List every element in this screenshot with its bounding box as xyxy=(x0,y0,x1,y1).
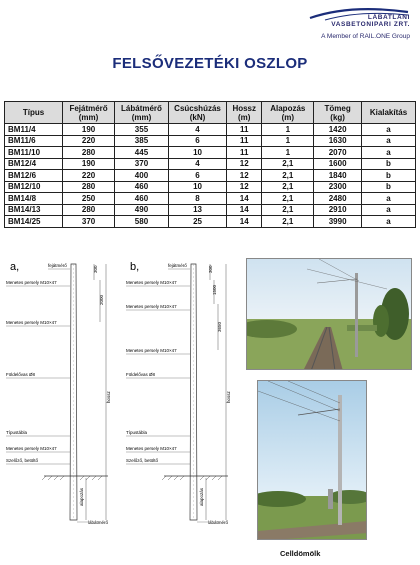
header-head-diameter: Fejátmérő (mm) xyxy=(63,102,115,124)
table-cell: 25 xyxy=(168,216,226,228)
table-row xyxy=(5,135,416,147)
table-cell: 14 xyxy=(227,193,262,205)
table-cell: a xyxy=(361,147,415,159)
table-cell: 280 xyxy=(63,204,115,216)
drawing-a-length: hossz xyxy=(106,391,111,403)
table-cell: a xyxy=(361,204,415,216)
table-cell: 2,1 xyxy=(262,181,314,193)
drawing-b-sleeve2: Menetes persely M10×47 xyxy=(126,304,177,309)
drawing-a-concreted: Szelőző, betöltő xyxy=(6,458,39,463)
table-cell: 1600 xyxy=(314,158,362,170)
pole-drawing-a xyxy=(4,258,128,538)
drawing-b-sleeve-mid: Menetes persely M10×47 xyxy=(126,348,177,353)
table-cell: 280 xyxy=(63,147,115,159)
table-header-row xyxy=(5,102,416,124)
table-cell: 220 xyxy=(63,170,115,182)
table-cell: 13 xyxy=(168,204,226,216)
table-cell: 10 xyxy=(168,147,226,159)
drawing-a-letter: a, xyxy=(10,261,20,273)
drawing-b-plate: Típustábla xyxy=(126,430,148,435)
logo-line2: VASBETONIPARI ZRT. xyxy=(331,21,410,28)
drawing-b-sleeve1: Menetes persely M10×47 xyxy=(126,280,177,285)
drawing-a-ground: Földelővas Ø8 xyxy=(6,372,36,377)
pole-drawing-b xyxy=(124,258,248,538)
table-cell: 2300 xyxy=(314,181,362,193)
table-cell: 385 xyxy=(115,135,169,147)
drawing-a-base-label: lábátmérő xyxy=(88,520,109,525)
header-weight: Tömeg (kg) xyxy=(314,102,362,124)
table-row xyxy=(5,147,416,159)
table-cell: a xyxy=(361,124,415,136)
table-cell: b xyxy=(361,170,415,182)
member-text: A Member of RAIL.ONE Group xyxy=(321,33,410,40)
table-cell: 460 xyxy=(115,181,169,193)
table-cell: 4 xyxy=(168,158,226,170)
table-cell: BM14/25 xyxy=(5,216,63,228)
table-cell: 355 xyxy=(115,124,169,136)
table-cell: 2,1 xyxy=(262,204,314,216)
photo-caption: Celldömölk xyxy=(280,549,321,558)
table-cell: BM11/10 xyxy=(5,147,63,159)
table-cell: a xyxy=(361,216,415,228)
drawing-b-sleeve3: Menetes persely M10×47 xyxy=(126,446,177,451)
photo-celldomolk-pole xyxy=(257,380,367,540)
table-cell: b xyxy=(361,158,415,170)
table-cell: 400 xyxy=(115,170,169,182)
table-cell: 12 xyxy=(227,181,262,193)
company-logo xyxy=(290,6,410,28)
table-cell: BM14/13 xyxy=(5,204,63,216)
table-cell: 2,1 xyxy=(262,158,314,170)
drawing-b-concreted: Szelőző, betöltő xyxy=(126,458,159,463)
logo-line1: LÁBATLANI xyxy=(367,14,410,21)
table-cell: 11 xyxy=(227,135,262,147)
table-cell: 370 xyxy=(115,158,169,170)
photo-railway-line-svg xyxy=(247,259,412,370)
table-cell: 190 xyxy=(63,158,115,170)
table-cell: 3990 xyxy=(314,216,362,228)
table-cell: a xyxy=(361,193,415,205)
page-title: FELSŐVEZETÉKI OSZLOP xyxy=(112,55,308,72)
table-cell: 490 xyxy=(115,204,169,216)
drawing-b-length: hossz xyxy=(226,391,231,403)
photo-railway-line xyxy=(246,258,412,370)
header-top-load: Csúcshúzás (kN) xyxy=(168,102,226,124)
table-cell: b xyxy=(361,181,415,193)
table-cell: 445 xyxy=(115,147,169,159)
drawing-b-head-label: fejátmérő xyxy=(168,263,187,268)
drawing-a-sleeve1: Menetes persely M10×47 xyxy=(6,280,57,285)
table-cell: 2910 xyxy=(314,204,362,216)
header-foundation: Alapozás (m) xyxy=(262,102,314,124)
drawing-b-dim-second: 1500 xyxy=(212,284,217,295)
drawing-a-sleeve3: Menetes persely M10×47 xyxy=(6,446,57,451)
table-cell: 14 xyxy=(227,204,262,216)
table-cell: BM11/4 xyxy=(5,124,63,136)
table-cell: 2480 xyxy=(314,193,362,205)
table-cell: 280 xyxy=(63,181,115,193)
table-cell: BM11/6 xyxy=(5,135,63,147)
table-cell: 1630 xyxy=(314,135,362,147)
header-design: Kialakítás xyxy=(361,102,415,124)
table-cell: 12 xyxy=(227,170,262,182)
table-cell: 11 xyxy=(227,124,262,136)
photo-celldomolk-pole-svg xyxy=(258,381,367,540)
table-row xyxy=(5,158,416,170)
table-cell: 220 xyxy=(63,135,115,147)
drawing-a-plate: Típustábla xyxy=(6,430,28,435)
table-cell: BM12/4 xyxy=(5,158,63,170)
table-row xyxy=(5,216,416,228)
table-cell: 12 xyxy=(227,158,262,170)
drawing-b-letter: b, xyxy=(130,261,140,273)
table-cell: 4 xyxy=(168,124,226,136)
table-row xyxy=(5,124,416,136)
table-cell: 2,1 xyxy=(262,170,314,182)
table-cell: 190 xyxy=(63,124,115,136)
table-cell: 6 xyxy=(168,135,226,147)
drawing-b-dim-top: 300 xyxy=(208,265,213,273)
table-cell: 14 xyxy=(227,216,262,228)
table-cell: 1 xyxy=(262,147,314,159)
header-type: Típus xyxy=(5,102,63,124)
header-base-diameter: Lábátmérő (mm) xyxy=(115,102,169,124)
drawing-a-foundation: alapozás xyxy=(79,487,84,506)
table-cell: 1420 xyxy=(314,124,362,136)
drawing-b-foundation: alapozás xyxy=(199,487,204,506)
table-cell: 6 xyxy=(168,170,226,182)
table-row xyxy=(5,204,416,216)
drawing-b-base-label: lábátmérő xyxy=(208,520,229,525)
table-cell: 2,1 xyxy=(262,216,314,228)
table-cell: 250 xyxy=(63,193,115,205)
table-cell: BM12/6 xyxy=(5,170,63,182)
pole-drawing-a-svg xyxy=(4,258,128,538)
table-cell: 1 xyxy=(262,124,314,136)
drawing-a-dim-top: 300 xyxy=(93,265,98,273)
drawing-a-sleeve2: Menetes persely M10×47 xyxy=(6,320,57,325)
drawing-b-ground: Földelővas Ø8 xyxy=(126,372,156,377)
table-cell: 1840 xyxy=(314,170,362,182)
table-cell: 460 xyxy=(115,193,169,205)
table-cell: BM14/8 xyxy=(5,193,63,205)
table-cell: 370 xyxy=(63,216,115,228)
spec-table xyxy=(4,101,416,228)
table-cell: a xyxy=(361,135,415,147)
pole-drawing-b-svg xyxy=(124,258,248,538)
table-cell: 8 xyxy=(168,193,226,205)
table-cell: 1 xyxy=(262,135,314,147)
drawing-a-dim-second: 2000 xyxy=(99,294,104,305)
table-row xyxy=(5,170,416,182)
drawing-a-head-label: fejátmérő xyxy=(48,263,67,268)
table-cell: 11 xyxy=(227,147,262,159)
table-cell: 580 xyxy=(115,216,169,228)
drawing-b-dim-third: 3650 xyxy=(217,321,222,332)
table-row xyxy=(5,193,416,205)
table-cell: 2,1 xyxy=(262,193,314,205)
header-length: Hossz (m) xyxy=(227,102,262,124)
table-cell: 10 xyxy=(168,181,226,193)
table-row xyxy=(5,181,416,193)
table-cell: 2070 xyxy=(314,147,362,159)
table-cell: BM12/10 xyxy=(5,181,63,193)
